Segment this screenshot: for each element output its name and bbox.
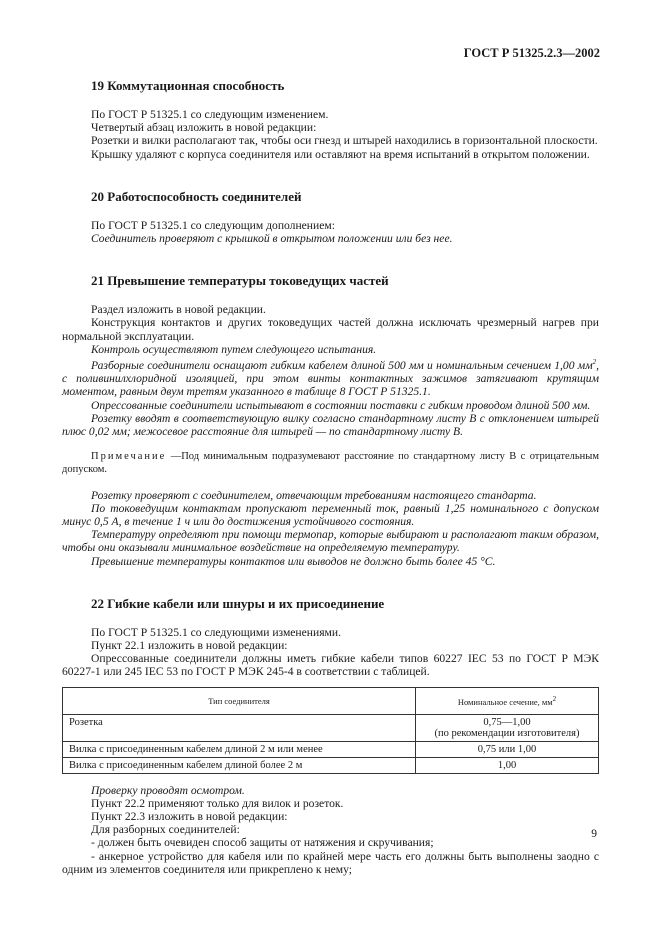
table-row xyxy=(63,714,599,741)
table-row xyxy=(63,757,599,773)
page-number: 9 xyxy=(591,828,597,840)
page-content xyxy=(62,72,599,876)
paragraph: Пункт 22.2 применяют только для вилок и розеток. xyxy=(91,796,344,810)
paragraph: По токоведущим контактам пропускают переменный ток, равный 1,25 номинального с допуском минус 0,5 А, в течение 1 ч или до достижения устойчивого состояния. xyxy=(62,501,599,528)
paragraph: Крышку удаляют с корпуса соединителя или оставляют на время испытаний в открытом положении. xyxy=(91,147,590,161)
text-fragment: , с поливинилхлоридной изоляцией, при этом винты контактных зажимов затягивают крутящим моментом, равным двум третям указанного в таблице 8 ГОСТ Р 51325.1. xyxy=(62,358,599,399)
paragraph: Розетку вводят в соответствующую вилку согласно стандартному листу В с отклонением штырей плюс 0,02 мм; межосевое расстояние для штырей — по стандартному листу В. xyxy=(62,411,599,438)
cable-section-table xyxy=(62,687,599,774)
table-cell-value: 1,00 xyxy=(416,757,599,773)
table-header-section xyxy=(416,687,599,714)
cell-value-note: (по рекомендации изготовителя) xyxy=(434,727,580,739)
paragraph: Конструкция контактов и других токоведущих частей должна исключать чрезмерный нагрев при нормальной эксплуатации. xyxy=(62,316,599,343)
table-cell-type: Вилка с присоединенным кабелем длиной 2 м или менее xyxy=(63,741,416,757)
list-item: - должен быть очевиден способ защиты от натяжения и скручивания; xyxy=(91,836,434,850)
paragraph: Опрессованные соединители должны иметь гибкие кабели типов 60227 IEC 53 по ГОСТ Р МЭК 60227-1 или 245 IEC 53 по ГОСТ Р МЭК 245-4 в соответствии с таблицей. xyxy=(62,652,599,679)
table-cell-value xyxy=(416,714,599,741)
text-fragment: Разборные соединители оснащают гибким кабелем длиной 500 мм и номинальным сечением 1,00 мм xyxy=(91,358,593,372)
superscript: 2 xyxy=(592,358,597,367)
paragraph: По ГОСТ Р 51325.1 со следующим дополнением: xyxy=(91,218,335,232)
note-text: —Под минимальным подразумевают расстояние по стандартному листу В с отрицательным допуском. xyxy=(62,451,599,476)
document-code: ГОСТ Р 51325.2.3—2002 xyxy=(463,46,600,60)
table-cell-value: 0,75 или 1,00 xyxy=(416,741,599,757)
note-label: Примечание xyxy=(91,451,167,463)
section-22-title: 22 Гибкие кабели или шнуры и их присоединение xyxy=(91,595,385,611)
table-cell-type: Вилка с присоединенным кабелем длиной более 2 м xyxy=(63,757,416,773)
paragraph: Розетку проверяют с соединителем, отвечающим требованиям настоящего стандарта. xyxy=(91,488,537,502)
note xyxy=(62,450,599,476)
paragraph: Розетки и вилки располагают так, чтобы оси гнезд и штырей находились в горизонтальной плоскости. xyxy=(91,134,598,148)
paragraph: Превышение температуры контактов или выводов не должно быть более 45 °С. xyxy=(91,554,496,568)
table-cell-type: Розетка xyxy=(63,714,416,741)
paragraph: Контроль осуществляют путем следующего испытания. xyxy=(91,342,377,356)
paragraph xyxy=(62,356,599,398)
paragraph: Опрессованные соединители испытывают в состоянии поставки с гибким проводом длиной 500 мм. xyxy=(91,398,591,412)
paragraph: Температуру определяют при помощи термопар, которые выбирают и располагают таким образом, чтобы они оказывали минимальное воздействие на определяемую температуру. xyxy=(62,528,599,555)
paragraph: Четвертый абзац изложить в новой редакции: xyxy=(91,121,317,135)
paragraph: Соединитель проверяют с крышкой в открытом положении или без нее. xyxy=(91,232,453,246)
paragraph: Раздел изложить в новой редакции. xyxy=(91,303,266,317)
superscript: 2 xyxy=(552,694,557,703)
table-row xyxy=(63,741,599,757)
cell-value: 0,75—1,00 xyxy=(483,716,531,728)
section-19-title: 19 Коммутационная способность xyxy=(91,78,285,93)
table-header-row xyxy=(63,687,599,714)
paragraph: Пункт 22.1 изложить в новой редакции: xyxy=(91,638,288,652)
list-item: - анкерное устройство для кабеля или по крайней мере часть его должны быть выполнены заодно с одним из элементов соединителя или прикреплено к нему; xyxy=(62,849,599,876)
paragraph: Для разборных соединителей: xyxy=(91,823,240,837)
paragraph: По ГОСТ Р 51325.1 со следующими изменениями. xyxy=(91,625,341,639)
header-text: Номинальное сечение, мм xyxy=(457,696,553,707)
paragraph: Пункт 22.3 изложить в новой редакции: xyxy=(91,809,288,823)
table-header-type: Тип соединителя xyxy=(63,687,416,714)
section-20-title: 20 Работоспособность соединителей xyxy=(91,188,302,204)
paragraph: По ГОСТ Р 51325.1 со следующим изменением. xyxy=(91,108,329,121)
section-21-title: 21 Превышение температуры токоведущих частей xyxy=(91,273,389,289)
paragraph: Проверку проводят осмотром. xyxy=(91,783,245,797)
